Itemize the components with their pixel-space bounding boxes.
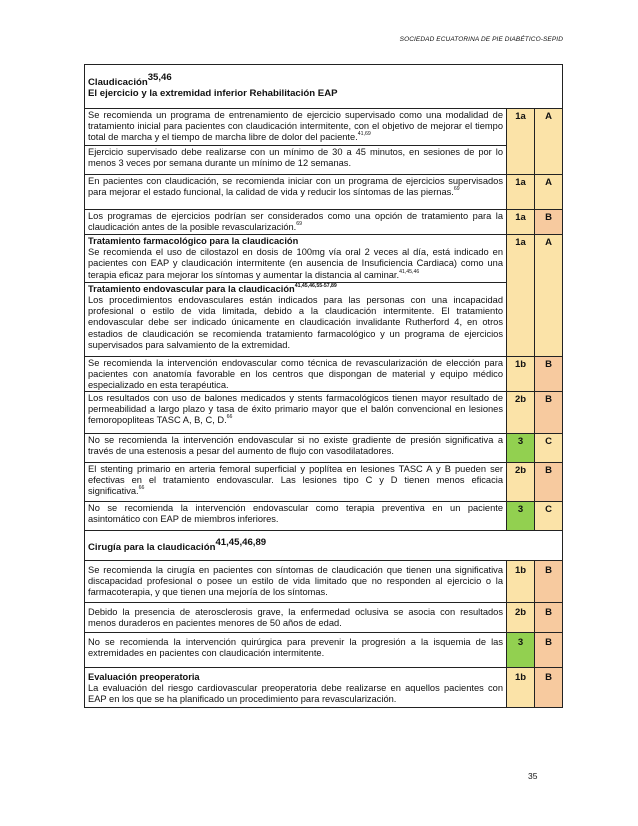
- table-row: [84, 561, 563, 603]
- recommendation-text: Los programas de ejercicios podrían ser considerados como una opción de tratamiento para la claudicación antes de la posible revascularización.: [88, 211, 503, 233]
- recommendation-text: Debido la presencia de aterosclerosis grave, la enfermedad oclusiva se asocia con resultados menos duraderos en pacientes menores de 50 años de edad.: [85, 603, 507, 632]
- recommendation-text: No se recomienda la intervención endovascular como terapia preventiva en un paciente asintomático con EAP de miembros inferiores.: [85, 502, 507, 530]
- reference-sup: 66: [226, 414, 233, 421]
- recommendation-grade: C: [535, 434, 562, 462]
- table-row: [84, 210, 563, 235]
- table-row: [84, 502, 563, 531]
- recommendation-grade: B: [535, 357, 562, 391]
- recommendation-text: Los procedimientos endovasculares están indicados para las personas con una incapacidad profesional o estilo de vida limitada, debido a la claudicación intermitente. El tratamiento endovascular debe ser indicado únicamente en claudicación invalidante Rutherford 4, en otros estadios de claudicación se recomienda tratamiento farmacológico y un programa de ejercicios supervisados para salvamiento de la extremidad.: [88, 295, 503, 350]
- reference-sup: 66: [138, 485, 145, 492]
- subsection-heading: Tratamiento endovascular para la claudicación: [88, 283, 295, 294]
- evidence-level: 1a: [507, 175, 535, 209]
- recommendation-text: El stenting primario en arteria femoral superficial y poplítea en lesiones TASC A y B pueden ser efectivas en el tratamiento endovascular. Las lesiones tipo C y D tienen menos eficacia significativa.: [88, 464, 503, 497]
- evidence-level: 1b: [507, 561, 535, 602]
- evidence-level: 2b: [507, 392, 535, 433]
- evidence-level: 3: [507, 633, 535, 667]
- recommendation-text: Los resultados con uso de balones medicados y stents farmacológicos tienen mayor resultado de permeabilidad a largo plazo y tasa de éxito primario mayor que el balón convencional en lesiones femoropopliteas TASC A, B, C, D.: [88, 393, 503, 426]
- table-row: [84, 633, 563, 668]
- evidence-level: 1a: [507, 210, 535, 234]
- table-row: [84, 392, 563, 434]
- recommendation-text: No se recomienda la intervención endovascular si no existe gradiente de presión significativa a través de una estenosis a pesar del aumento de flujo con vasodilatadores.: [85, 434, 507, 462]
- table-row: [84, 434, 563, 463]
- running-header: SOCIEDAD ECUATORINA DE PIE DIABÉTICO-SEPID: [399, 36, 563, 43]
- table-row: [84, 463, 563, 502]
- table-row: [84, 175, 563, 210]
- evidence-level: 2b: [507, 603, 535, 632]
- evidence-level: 1a: [507, 109, 535, 174]
- reference-sup: 69: [296, 221, 303, 228]
- table-row: [84, 235, 563, 357]
- reference-sup: 41,69: [357, 131, 371, 138]
- recommendation-text: Ejercicio supervisado debe realizarse con un mínimo de 30 a 45 minutos, en sesiones de por lo menos 3 veces por semana durante un mínimo de 12 semanas.: [85, 145, 506, 169]
- recommendation-grade: A: [535, 235, 562, 356]
- subsection-heading: Tratamiento farmacológico para la claudicación: [88, 236, 299, 246]
- recommendation-grade: B: [535, 463, 562, 501]
- evidence-level: 2b: [507, 463, 535, 501]
- reference-sup: 41,45,46: [399, 268, 420, 275]
- reference-sup: 41,45,46,55-57,89: [294, 282, 337, 289]
- table-row: [84, 668, 563, 708]
- section-title-ref: 41,45,46,89: [215, 537, 267, 548]
- section-header-claudicacion: [84, 64, 563, 109]
- recommendation-text: La evaluación del riesgo cardiovascular preoperatoria debe realizarse en aquellos pacientes con EAP en los que se ha planificado un procedimiento para revascularización.: [88, 683, 503, 705]
- recommendation-text: En pacientes con claudicación, se recomienda iniciar con un programa de ejercicios supervisados para mejorar el estado funcional, la calidad de vida y reducir los síntomas de las piernas.: [88, 176, 503, 198]
- recommendation-grade: B: [535, 210, 562, 234]
- evidence-level: 3: [507, 502, 535, 530]
- recommendation-text: Se recomienda el uso de cilostazol en dosis de 100mg vía oral 2 veces al día, está indicado en pacientes con EAP y claudicación intermitente (en ausencia de Insuficiencia Cardiaca) como una terapia eficaz para mejorar los síntomas y aumentar la distancia al caminar.: [88, 247, 503, 280]
- evidence-level: 1b: [507, 357, 535, 391]
- recommendation-grade: A: [535, 109, 562, 174]
- subsection-heading: Evaluación preoperatoria: [88, 672, 200, 682]
- table-row: [84, 357, 563, 392]
- recommendation-text: Se recomienda la intervención endovascular como técnica de revascularización de elección para pacientes con anatomía favorable en los centros que dispongan de material y equipo médico especializado en esta terapéutica.: [85, 357, 507, 391]
- recommendations-table: [84, 64, 563, 708]
- recommendation-grade: B: [535, 603, 562, 632]
- table-row: [84, 603, 563, 633]
- section-subtitle: El ejercicio y la extremidad inferior Rehabilitación EAP: [88, 88, 338, 100]
- section-title: Cirugía para la claudicación: [88, 542, 216, 553]
- recommendation-grade: C: [535, 502, 562, 530]
- recommendation-grade: A: [535, 175, 562, 209]
- recommendation-grade: B: [535, 392, 562, 433]
- evidence-level: 1b: [507, 668, 535, 707]
- recommendation-grade: B: [535, 633, 562, 667]
- section-title: Claudicación: [88, 77, 148, 88]
- evidence-level: 3: [507, 434, 535, 462]
- recommendation-grade: B: [535, 668, 562, 707]
- reference-sup: 69: [453, 186, 460, 193]
- page-number: 35: [528, 771, 538, 781]
- recommendation-text: No se recomienda la intervención quirúrgica para prevenir la progresión a la isquemia de las extremidades en pacientes con claudicación intermitente.: [85, 633, 507, 667]
- section-header-cirugia: [84, 531, 563, 561]
- evidence-level: 1a: [507, 235, 535, 356]
- section-title-ref: 35,46: [147, 72, 172, 83]
- recommendation-text: Se recomienda un programa de entrenamiento de ejercicio supervisado como una modalidad de tratamiento inicial para pacientes con claudicación intermitente, con el objetivo de mejorar el tiempo total de marcha y el tiempo de marcha libre de dolor del paciente.: [88, 110, 503, 143]
- recommendation-grade: B: [535, 561, 562, 602]
- recommendation-text: Se recomienda la cirugía en pacientes con síntomas de claudicación que tienen una significativa discapacidad profesional o posee un estilo de vida limitado que no responden al ejercicio o la farmacoterapia, y que tienen una mejoría de los síntomas.: [85, 561, 507, 602]
- table-row: [84, 109, 563, 175]
